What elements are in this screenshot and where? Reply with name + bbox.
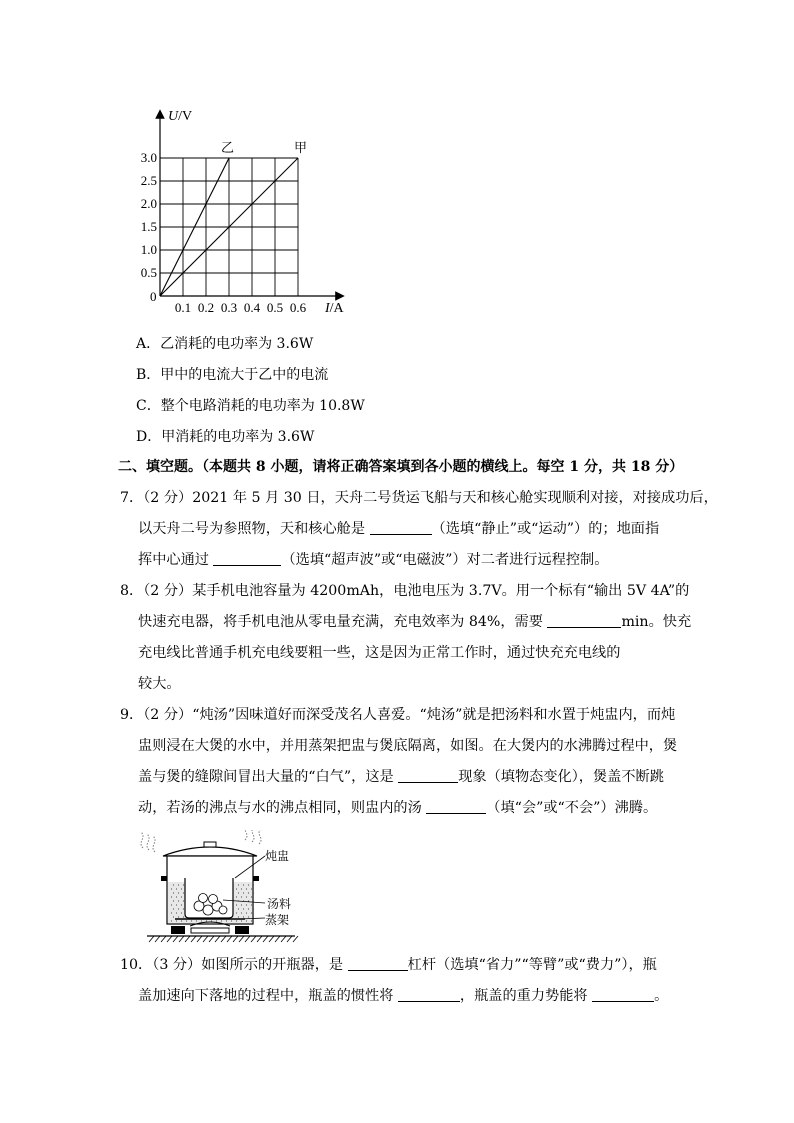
option-c: C．整个电路消耗的电功率为 10.8W [136,398,365,414]
q8-line-1: 8．（2 分）某手机电池容量为 4200mAh，电池电压为 3.7V。用一个标有“输出 5V 4A”的 [120,583,690,599]
q7-blank-1[interactable] [370,519,432,535]
x-tick-label: 0.3 [220,300,238,315]
q10-line-2: 盖加速向下落地的过程中，瓶盖的惯性将 ，瓶盖的重力势能将 。 [138,988,669,1004]
q10-blank-3[interactable] [592,986,654,1002]
steam-left [141,832,155,852]
label-soup: 汤料 [267,897,292,911]
question-7 [120,483,718,576]
q9-blank-2[interactable] [426,798,486,814]
u-i-graph [135,100,365,320]
question-10 [120,950,680,1012]
q9-line-1: 9．（2 分）“炖汤”因味道好而深受茂名人喜爱。“炖汤”就是把汤料和水置于炖盅内，而炖 [120,707,676,723]
lid-knob [204,842,216,847]
y-tick-label: 3.0 [140,150,157,165]
q8-blank-1[interactable] [547,612,621,628]
q7-line-1: 7．（2 分）2021 年 5 月 30 日，天舟二号货运飞船与天和核心舱实现顺利对接，对接成功后， [120,490,718,506]
x-tick-label: 0.5 [266,300,284,315]
q7-line-3: 挥中心通过 （选填“超声波”或“电磁波”）对二者进行远程控制。 [138,552,609,568]
series-label-2: 甲 [294,140,308,155]
label-rack: 蒸架 [265,913,290,927]
pot-lid [163,847,257,856]
y-tick-label: 2.0 [140,196,157,211]
question-8 [120,576,692,700]
q10-blank-1[interactable] [348,955,408,971]
q9-blank-1[interactable] [398,767,458,783]
q8-line-4: 较大。 [138,676,181,692]
q7-line-2: 以天舟二号为参照物，天和核心舱是 （选填“静止”或“运动”）的；地面指 [138,521,660,537]
y-tick-label: 1.5 [140,219,157,234]
section-title: 二、填空题。（本题共 8 小题，请将正确答案填到各小题的横线上。每空 1 分，共 18 分） [118,459,684,475]
x-axis-label: I/A [325,301,344,316]
origin-label: 0 [150,289,157,304]
option-b: B．甲中的电流大于乙中的电流 [136,367,329,383]
q9-line-2: 盅则浸在大煲的水中，并用蒸架把盅与煲底隔离，如图。在大煲内的水沸腾过程中，煲 [138,738,678,754]
q7-blank-2[interactable] [213,550,281,566]
q8-line-2: 快速充电器，将手机电池从零电量充满，充电效率为 84%，需要 min。快充 [138,614,692,630]
y-tick-label: 2.5 [140,173,157,188]
q9-line-3: 盖与煲的缝隙间冒出大量的“白气”，这是 现象（填物态变化），煲盖不断跳 [138,769,664,785]
stew-pot-figure [135,830,305,945]
y-tick-label: 1.0 [140,242,157,257]
x-tick-label: 0.2 [197,300,215,315]
option-a: A．乙消耗的电功率为 3.6W [136,336,314,352]
x-tick-label: 0.6 [289,300,307,315]
q10-blank-2[interactable] [398,986,460,1002]
option-d: D．甲消耗的电功率为 3.6W [136,429,315,445]
q9-line-4: 动，若汤的沸点与水的沸点相同，则盅内的汤 （填“会”或“不会”）沸腾。 [138,800,658,816]
label-pot: 炖盅 [265,849,290,863]
y-axis-label: U/V [168,109,193,124]
x-tick-label: 0.4 [243,300,261,315]
question-9 [120,700,680,824]
y-tick-label: 0.5 [140,265,157,280]
q8-line-3: 充电线比普通手机充电线要粗一些，这是因为正常工作时，通过快充充电线的 [138,645,621,661]
q10-line-1: 10．（3 分）如图所示的开瓶器，是 杠杆（选填“省力”“等臂”或“费力”），瓶 [120,957,657,973]
x-tick-label: 0.1 [174,300,192,315]
steam-right [245,830,261,844]
series-label-1: 乙 [221,140,235,155]
